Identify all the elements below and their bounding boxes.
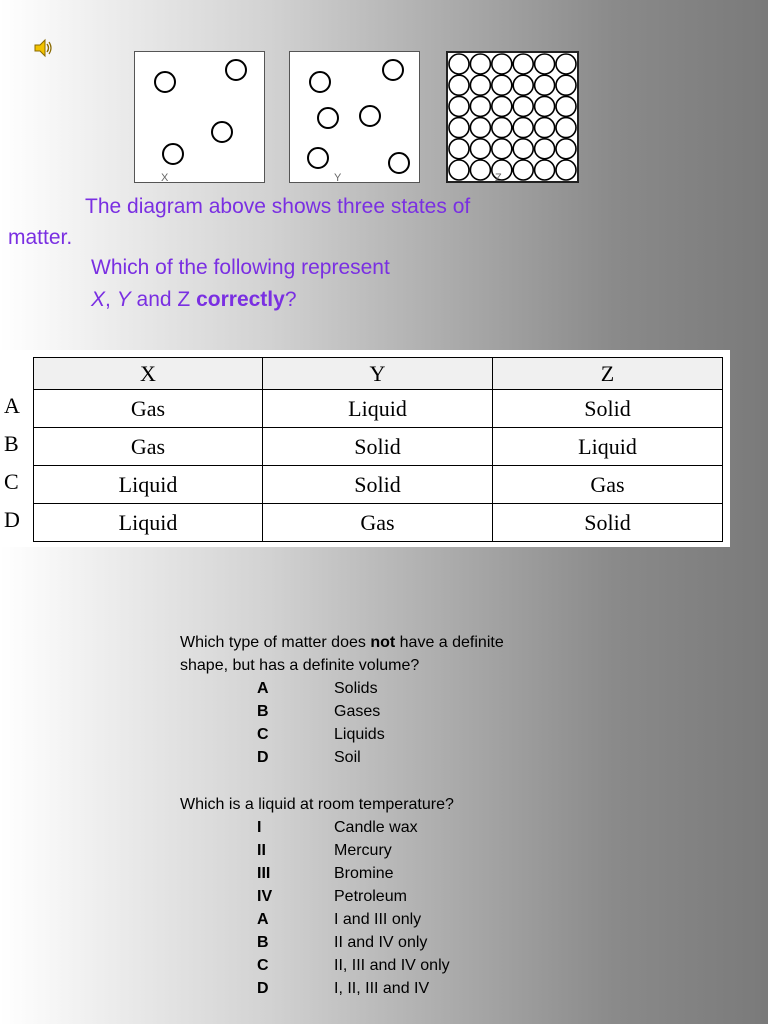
- option-value: Liquids: [334, 726, 385, 743]
- particle: [556, 75, 576, 95]
- particle: [492, 54, 512, 74]
- particle: [470, 139, 490, 159]
- option-key: C: [257, 957, 269, 974]
- liquid-particles: [290, 52, 421, 184]
- item-value: Mercury: [334, 842, 392, 859]
- answer-table: [33, 357, 723, 542]
- particle: [449, 96, 469, 116]
- cell: Liquid: [34, 504, 263, 542]
- solid-particles: [448, 53, 577, 181]
- speaker-icon[interactable]: [32, 37, 54, 59]
- particle: [449, 54, 469, 74]
- particle: [310, 72, 330, 92]
- option-value: II, III and IV only: [334, 957, 450, 974]
- item-value: Petroleum: [334, 888, 407, 905]
- answer-table-panel: [0, 350, 730, 547]
- row-label-d: D: [4, 507, 20, 532]
- q1-text-post: have a definite: [399, 634, 504, 651]
- q2-text: Which is a liquid at room temperature?: [180, 796, 454, 813]
- particle: [360, 106, 380, 126]
- option-value: Soil: [334, 749, 361, 766]
- intro-line-1: The diagram above shows three states of: [85, 195, 471, 218]
- question-bold-word: correctly: [196, 288, 285, 311]
- header-z: Z: [493, 358, 723, 390]
- particle: [556, 54, 576, 74]
- table-row: [34, 428, 723, 466]
- diagram-label-x: X: [161, 172, 169, 184]
- particle: [492, 75, 512, 95]
- particle: [470, 54, 490, 74]
- particle: [556, 160, 576, 180]
- header-x: X: [34, 358, 263, 390]
- table-header-row: [34, 358, 723, 390]
- q1-text-pre: Which type of matter does: [180, 634, 366, 651]
- option-key: B: [257, 934, 269, 951]
- q2-option-a: [180, 908, 454, 931]
- diagram-liquid-box: [289, 51, 420, 183]
- question-line-1: Which of the following represent: [91, 256, 390, 279]
- header-y: Y: [263, 358, 493, 390]
- table-row: [34, 390, 723, 428]
- cell: Liquid: [493, 428, 723, 466]
- option-key: B: [257, 703, 269, 720]
- table-row: [34, 466, 723, 504]
- particle: [318, 108, 338, 128]
- question-line-2: X, Y and Z correctly?: [91, 288, 297, 311]
- cell: Solid: [263, 428, 493, 466]
- q2-item-ii: [180, 839, 454, 862]
- diagram-gas-box: [134, 51, 265, 183]
- q2-option-c: [180, 954, 454, 977]
- row-labels: [4, 389, 20, 541]
- particle: [308, 148, 328, 168]
- particle: [535, 160, 555, 180]
- table-row: [34, 504, 723, 542]
- particle: [449, 160, 469, 180]
- item-value: Bromine: [334, 865, 394, 882]
- q1-text-bold: not: [370, 634, 396, 651]
- particle: [513, 96, 533, 116]
- cell: Gas: [34, 390, 263, 428]
- row-label-a: A: [4, 393, 20, 418]
- particle: [513, 118, 533, 138]
- cell: Liquid: [263, 390, 493, 428]
- particle: [163, 144, 183, 164]
- q1-option-a: [180, 677, 504, 700]
- cell: Solid: [493, 504, 723, 542]
- var-x: X: [91, 288, 106, 311]
- q2-item-i: [180, 816, 454, 839]
- item-key: II: [257, 842, 266, 859]
- particle: [492, 139, 512, 159]
- question-1: [180, 631, 504, 769]
- cell: Gas: [263, 504, 493, 542]
- particle: [535, 54, 555, 74]
- cell: Liquid: [34, 466, 263, 504]
- particle: [212, 122, 232, 142]
- particle: [535, 75, 555, 95]
- particle: [556, 118, 576, 138]
- particle: [470, 96, 490, 116]
- q1-option-b: [180, 700, 504, 723]
- option-key: C: [257, 726, 269, 743]
- particle: [513, 54, 533, 74]
- q2-option-b: [180, 931, 454, 954]
- gas-particles: [135, 52, 266, 184]
- var-y: Y: [116, 288, 131, 311]
- particle: [492, 96, 512, 116]
- particle: [449, 118, 469, 138]
- q1-option-c: [180, 723, 504, 746]
- diagram-label-z: Z: [495, 172, 502, 184]
- row-label-c: C: [4, 469, 19, 494]
- intro-line-2: matter.: [8, 226, 73, 249]
- particle: [389, 153, 409, 173]
- option-key: A: [257, 911, 269, 928]
- particle: [535, 96, 555, 116]
- var-z: and Z: [136, 288, 191, 311]
- slide-questions: [0, 576, 768, 1024]
- particle: [556, 139, 576, 159]
- particle: [383, 60, 403, 80]
- particle: [470, 118, 490, 138]
- diagram-solid-box: [446, 51, 579, 183]
- particle: [226, 60, 246, 80]
- q1-option-d: [180, 746, 504, 769]
- option-key: A: [257, 680, 269, 697]
- particle: [556, 96, 576, 116]
- particle: [535, 139, 555, 159]
- q2-item-iv: [180, 885, 454, 908]
- particle: [492, 118, 512, 138]
- row-label-b: B: [4, 431, 19, 456]
- option-value: Solids: [334, 680, 378, 697]
- question-mark: ?: [284, 288, 297, 311]
- cell: Solid: [263, 466, 493, 504]
- cell: Gas: [493, 466, 723, 504]
- particle: [535, 118, 555, 138]
- question-2: [180, 793, 454, 1000]
- q1-text-line-2: shape, but has a definite volume?: [180, 657, 420, 674]
- option-value: I, II, III and IV: [334, 980, 430, 997]
- option-value: II and IV only: [334, 934, 428, 951]
- option-value: Gases: [334, 703, 381, 720]
- q2-item-iii: [180, 862, 454, 885]
- item-value: Candle wax: [334, 819, 418, 836]
- option-value: I and III only: [334, 911, 422, 928]
- q2-option-d: [180, 977, 454, 1000]
- diagram-label-y: Y: [334, 172, 342, 184]
- cell: Gas: [34, 428, 263, 466]
- item-key: I: [257, 819, 262, 836]
- particle: [513, 160, 533, 180]
- particle: [513, 139, 533, 159]
- particle: [155, 72, 175, 92]
- item-key: III: [257, 865, 271, 882]
- particle: [449, 139, 469, 159]
- option-key: D: [257, 980, 269, 997]
- item-key: IV: [257, 888, 273, 905]
- option-key: D: [257, 749, 269, 766]
- particle: [470, 75, 490, 95]
- particle: [449, 75, 469, 95]
- particle: [470, 160, 490, 180]
- particle: [513, 75, 533, 95]
- cell: Solid: [493, 390, 723, 428]
- q1-text-line-1: [180, 631, 504, 654]
